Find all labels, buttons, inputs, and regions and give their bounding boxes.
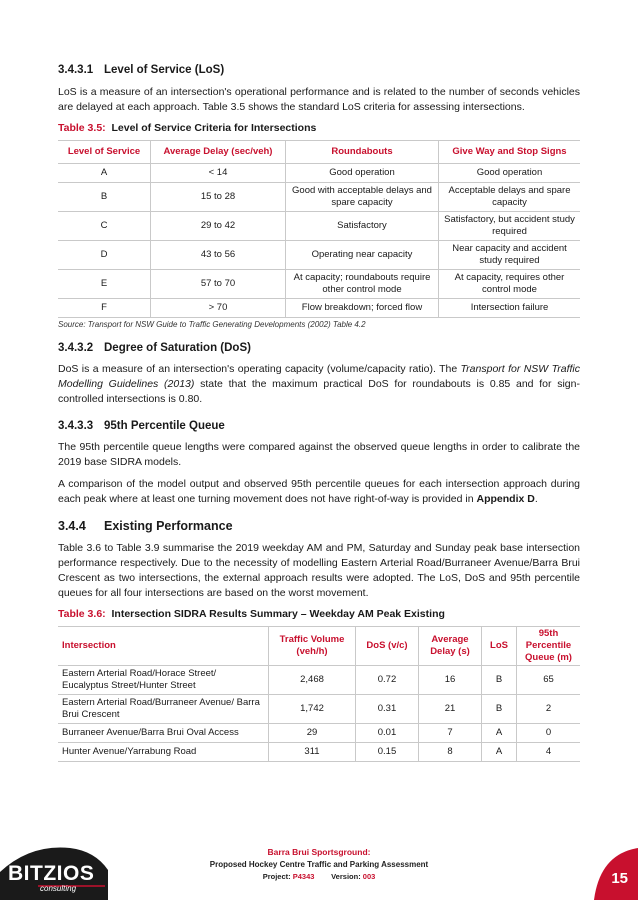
table-header-row	[58, 141, 580, 164]
table-row: E 57 to 70 At capacity; roundabouts require other control mode At capacity, requires other control mode	[58, 270, 580, 299]
column-header: 95th Percentile Queue (m)	[517, 627, 581, 666]
column-header: Average Delay (sec/veh)	[151, 141, 286, 164]
page-number: 15	[611, 870, 628, 887]
column-header: Intersection	[58, 627, 269, 666]
section-heading-los: 3.4.3.1 Level of Service (LoS)	[58, 64, 225, 76]
company-logo-subtitle: consulting	[40, 884, 77, 893]
column-header: DoS (v/c)	[356, 627, 419, 666]
column-header: LoS	[482, 627, 517, 666]
table-header-row	[58, 627, 580, 666]
table-row: Eastern Arterial Road/Horace Street/ Eucalyptus Street/Hunter Street 2,468 0.72 16 B 65	[58, 666, 580, 695]
page-content	[58, 64, 580, 762]
queue-paragraph-1: The 95th percentile queue lengths were compared against the observed queue lengths in order to calibrate the 2019 base SIDRA models.	[58, 441, 580, 468]
footer-project-subtitle: Proposed Hockey Centre Traffic and Parking Assessment	[209, 860, 429, 869]
table-row: B 15 to 28 Good with acceptable delays and spare capacity Acceptable delays and spare capacity	[58, 183, 580, 212]
existing-paragraph: Table 3.6 to Table 3.9 summarise the 2019 weekday AM and PM, Saturday and Sunday peak base intersection performance respectively. Due to the necessity of modelling Eastern Arterial Road/Burraneer Avenue/Barra Brui Crescent as two intersections, the external approach results were adopted. The LoS, DoS and 95th percentile queues for all four intersections are based on the worst movement.	[58, 542, 580, 599]
footer-project-info: Project: P4343 Version: 003	[262, 872, 376, 881]
table-3-5-caption: Table 3.5: Level of Service Criteria for Intersections	[58, 122, 317, 134]
table-source-note: Source: Transport for NSW Guide to Traffic Generating Developments (2002) Table 4.2	[58, 320, 366, 329]
queue-paragraph-2: A comparison of the model output and observed 95th percentile queues for each intersection approach during each peak where at least one turning movement does not have right-of-way is provided in Appendix D.	[58, 478, 580, 505]
company-logo: BITZIOS	[8, 862, 95, 885]
table-row: Hunter Avenue/Yarrabung Road 311 0.15 8 A 4	[58, 743, 580, 762]
table-row: Burraneer Avenue/Barra Brui Oval Access 29 0.01 7 A 0	[58, 724, 580, 743]
column-header: Give Way and Stop Signs	[439, 141, 581, 164]
table-row: Eastern Arterial Road/Burraneer Avenue/ Barra Brui Crescent 1,742 0.31 21 B 2	[58, 695, 580, 724]
section-heading-existing: 3.4.4 Existing Performance	[58, 519, 233, 533]
sidra-results-table	[58, 626, 580, 762]
dos-paragraph: DoS is a measure of an intersection's operating capacity (volume/capacity ratio). The Transport for NSW Traffic Modelling Guidelines (2013) state that the maximum practical DoS for roundabouts is 0.85 and for sign-controlled intersections is 0.80.	[58, 363, 580, 405]
column-header: Roundabouts	[286, 141, 439, 164]
los-criteria-table	[58, 140, 580, 318]
los-paragraph: LoS is a measure of an intersection's operational performance and is related to the number of seconds vehicles are delayed at each approach. Table 3.5 shows the standard LoS criteria for assessing intersections.	[58, 86, 580, 113]
table-row: A < 14 Good operation Good operation	[58, 164, 580, 183]
table-row: D 43 to 56 Operating near capacity Near capacity and accident study required	[58, 241, 580, 270]
table-row: C 29 to 42 Satisfactory Satisfactory, but accident study required	[58, 212, 580, 241]
column-header: Average Delay (s)	[419, 627, 482, 666]
section-heading-queue: 3.4.3.3 95th Percentile Queue	[58, 420, 225, 432]
footer-project-title: Barra Brui Sportsground:	[267, 847, 371, 857]
column-header: Traffic Volume (veh/h)	[269, 627, 356, 666]
table-row: F > 70 Flow breakdown; forced flow Intersection failure	[58, 299, 580, 318]
section-heading-dos: 3.4.3.2 Degree of Saturation (DoS)	[58, 342, 251, 354]
column-header: Level of Service	[58, 141, 151, 164]
table-3-6-caption: Table 3.6: Intersection SIDRA Results Summary – Weekday AM Peak Existing	[58, 608, 445, 620]
